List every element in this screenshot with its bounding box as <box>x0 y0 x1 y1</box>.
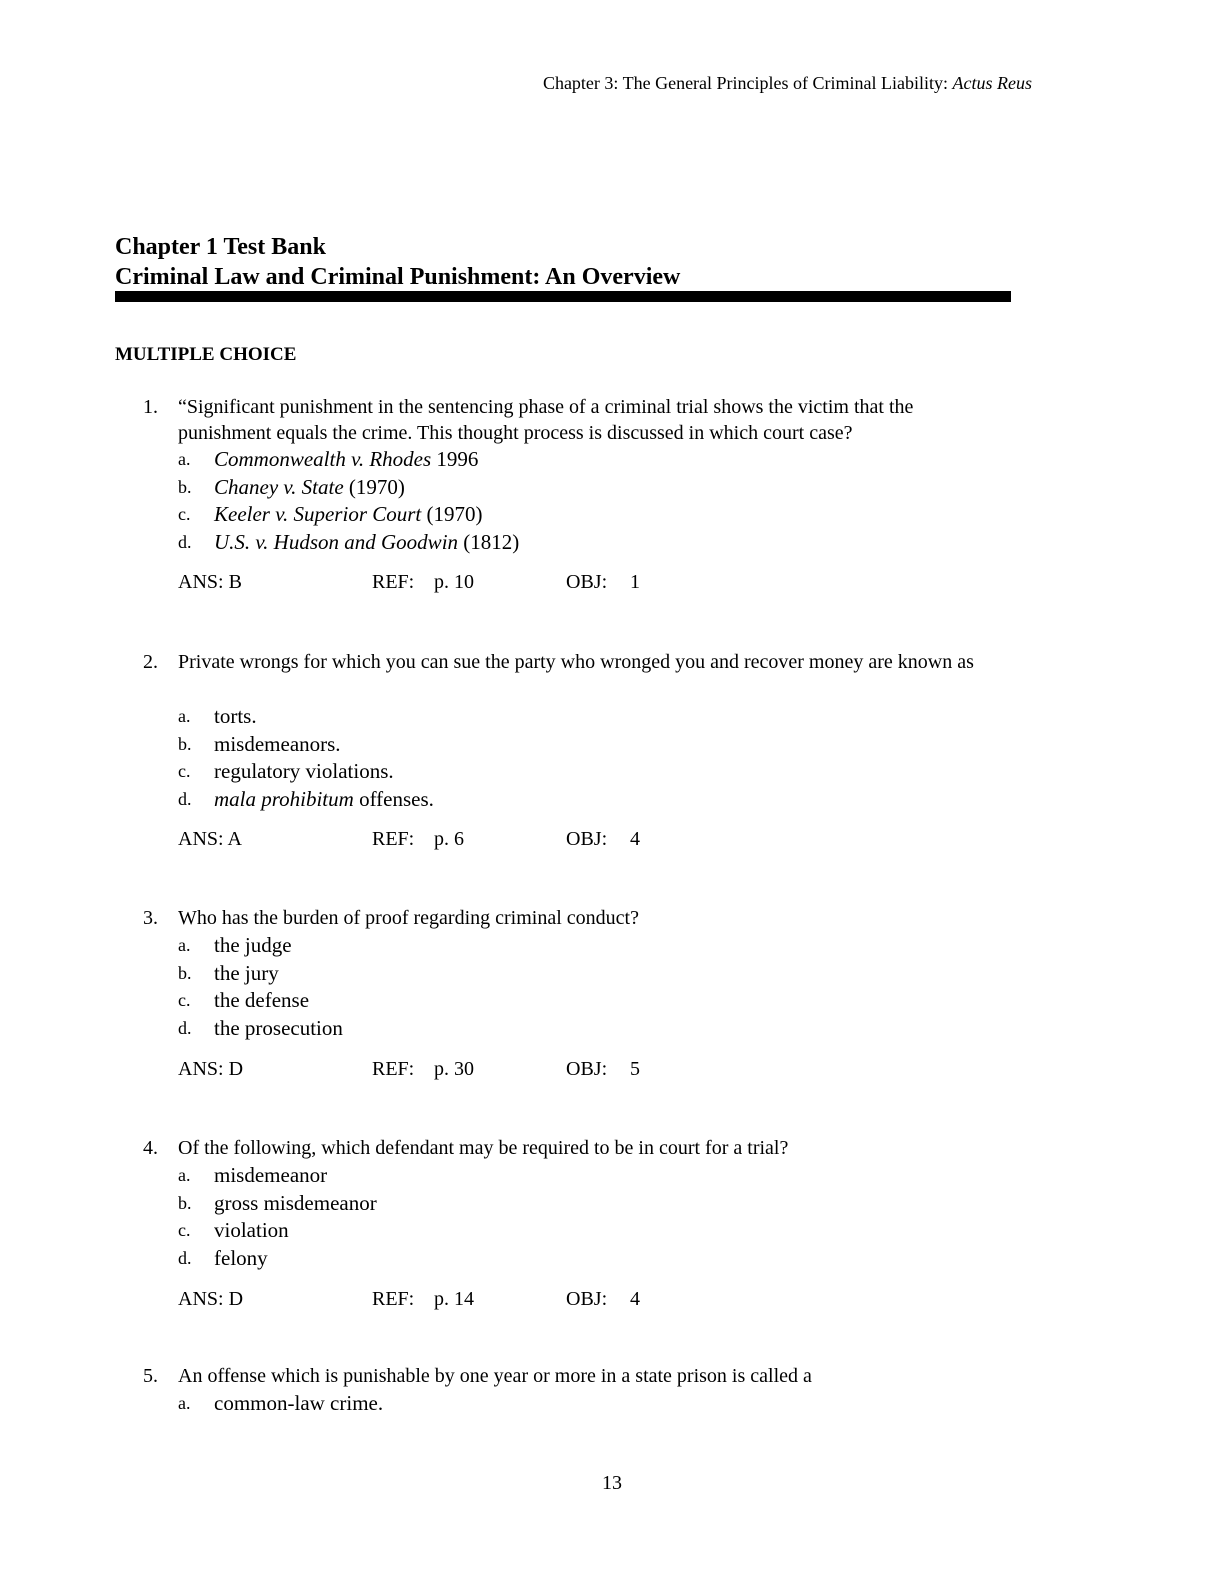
ref-page: p. 10 <box>434 571 474 593</box>
option-rest: common-law crime. <box>214 1391 384 1415</box>
option-letter: c. <box>178 1220 191 1240</box>
obj-value: 5 <box>630 1058 640 1080</box>
option-rest: offenses. <box>353 786 434 811</box>
obj-label: OBJ: <box>566 571 608 593</box>
option-text <box>214 474 405 500</box>
option-text <box>214 446 478 472</box>
section-heading: MULTIPLE CHOICE <box>115 344 297 365</box>
option-text <box>214 1390 383 1416</box>
option-text <box>214 1190 377 1216</box>
ref-label: REF: <box>372 1288 415 1310</box>
obj-label: OBJ: <box>566 1058 608 1080</box>
answer-key: ANS: B <box>178 571 242 593</box>
option-text <box>214 1162 327 1188</box>
option-rest: 1996 <box>431 447 479 471</box>
option-text <box>214 731 341 757</box>
option-letter: a. <box>178 935 191 955</box>
option-letter: b. <box>178 476 192 497</box>
option-letter: d. <box>178 1247 192 1268</box>
option-letter: c. <box>178 990 191 1010</box>
obj-value: 1 <box>630 571 640 593</box>
ref-page: p. 30 <box>434 1058 474 1080</box>
option-text <box>214 501 483 527</box>
option-letter: c. <box>178 761 191 781</box>
option-rest: felony <box>214 1245 268 1270</box>
obj-label: OBJ: <box>566 1288 608 1310</box>
option-text <box>214 758 394 784</box>
question-number: 4. <box>143 1137 158 1159</box>
obj-label: OBJ: <box>566 828 608 850</box>
option-rest: (1970) <box>421 502 483 526</box>
answer-row <box>178 826 778 852</box>
option-italic: mala prohibitum <box>214 786 354 811</box>
option-rest: the jury <box>214 960 279 985</box>
option-rest: the judge <box>214 933 292 957</box>
question-text: “Significant punishment in the sentencing phase of a criminal trial shows the victim that the punishment equals the crime. This thought process is discussed in which court case? <box>178 396 914 444</box>
option-italic: Chaney v. State <box>214 474 344 499</box>
question-text: Of the following, which defendant may be required to be in court for a trial? <box>178 1137 789 1159</box>
answer-key: ANS: A <box>178 828 242 850</box>
option-letter: a. <box>178 1393 191 1413</box>
option-text <box>214 960 279 986</box>
option-rest: torts. <box>214 704 257 728</box>
option-text <box>214 1015 343 1041</box>
option-letter: a. <box>178 449 191 469</box>
obj-value: 4 <box>630 828 640 850</box>
option-letter: c. <box>178 504 191 524</box>
option-letter: d. <box>178 788 192 809</box>
obj-value: 4 <box>630 1288 640 1310</box>
option-text <box>214 1217 289 1243</box>
option-italic: Commonwealth v. Rhodes <box>214 447 432 471</box>
option-letter: d. <box>178 1017 192 1038</box>
option-text <box>214 529 519 555</box>
ref-label: REF: <box>372 1058 415 1080</box>
option-rest: (1970) <box>343 474 405 499</box>
question-text: An offense which is punishable by one year or more in a state prison is called a <box>178 1365 812 1387</box>
title-line-1: Chapter 1 Test Bank <box>115 234 326 260</box>
question-number: 2. <box>143 651 158 673</box>
ref-page: p. 14 <box>434 1288 474 1310</box>
option-rest: misdemeanors. <box>214 731 341 756</box>
option-text <box>214 703 257 729</box>
question-number: 3. <box>143 907 158 929</box>
answer-key: ANS: D <box>178 1058 244 1080</box>
question-number: 5. <box>143 1365 158 1387</box>
option-letter: b. <box>178 733 192 754</box>
answer-key: ANS: D <box>178 1288 244 1310</box>
option-text <box>214 1245 268 1271</box>
title-line-2: Criminal Law and Criminal Punishment: An Overview <box>115 264 681 290</box>
option-text <box>214 786 434 812</box>
page-title <box>115 232 1011 292</box>
option-text <box>214 932 292 958</box>
option-letter: a. <box>178 1165 191 1185</box>
ref-label: REF: <box>372 828 415 850</box>
answer-row <box>178 569 778 595</box>
question-text: Who has the burden of proof regarding criminal conduct? <box>178 907 639 929</box>
ref-label: REF: <box>372 571 415 593</box>
option-letter: d. <box>178 531 192 552</box>
page-number: 13 <box>602 1472 622 1494</box>
title-divider <box>115 291 1011 302</box>
option-text <box>214 987 309 1013</box>
option-italic: U.S. v. Hudson and Goodwin <box>214 529 459 554</box>
option-rest: regulatory violations. <box>214 759 394 783</box>
answer-row <box>178 1056 778 1082</box>
option-rest: the defense <box>214 988 310 1012</box>
option-letter: b. <box>178 962 192 983</box>
answer-row <box>178 1286 778 1312</box>
option-letter: a. <box>178 706 191 726</box>
option-rest: (1812) <box>458 529 520 554</box>
option-letter: b. <box>178 1192 192 1213</box>
question-text: Private wrongs for which you can sue the party who wronged you and recover money are known as <box>178 651 974 673</box>
option-rest: gross misdemeanor <box>214 1190 377 1215</box>
running-header-italic: Actus Reus <box>952 73 1032 93</box>
running-header <box>543 72 1032 94</box>
option-rest: misdemeanor <box>214 1163 328 1187</box>
ref-page: p. 6 <box>434 828 464 850</box>
option-rest: violation <box>214 1218 289 1242</box>
question-number: 1. <box>143 396 158 418</box>
option-italic: Keeler v. Superior Court <box>214 502 422 526</box>
option-rest: the prosecution <box>214 1015 343 1040</box>
running-header-text: Chapter 3: The General Principles of Criminal Liability: <box>542 73 953 93</box>
